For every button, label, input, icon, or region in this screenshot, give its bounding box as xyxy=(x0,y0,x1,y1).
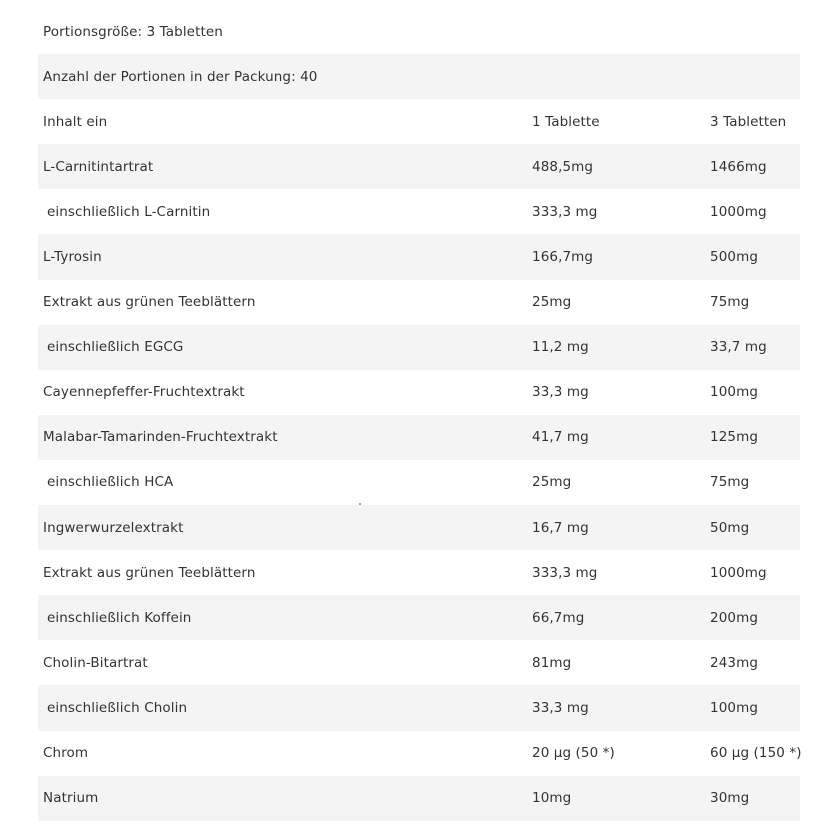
table-row xyxy=(38,776,800,821)
serving-size-text: Portionsgröße: 3 Tabletten xyxy=(43,23,223,40)
ingredient-name: Chrom xyxy=(43,745,89,762)
amount-per-serving: 1000mg xyxy=(710,564,767,581)
amount-per-tablet: 11,2 mg xyxy=(532,339,589,356)
amount-per-serving: 1000mg xyxy=(710,203,767,220)
servings-per-package-row xyxy=(38,54,800,99)
amount-per-tablet: 488,5mg xyxy=(532,158,594,175)
ingredient-name: einschließlich Cholin xyxy=(47,699,188,716)
amount-per-serving: 243mg xyxy=(710,654,758,671)
amount-per-serving: 50mg xyxy=(710,519,750,536)
amount-per-tablet: 10mg xyxy=(532,790,572,807)
table-row xyxy=(38,505,800,550)
amount-per-serving: 1466mg xyxy=(710,158,767,175)
table-row xyxy=(38,595,800,640)
table-row xyxy=(38,640,800,685)
header-content-label: Inhalt ein xyxy=(43,113,108,130)
amount-per-serving: 100mg xyxy=(710,384,758,401)
amount-per-tablet: 81mg xyxy=(532,654,572,671)
amount-per-serving: 75mg xyxy=(710,294,750,311)
ingredient-name: einschließlich Koffein xyxy=(47,609,192,626)
amount-per-tablet: 66,7mg xyxy=(532,609,585,626)
header-per-serving: 3 Tabletten xyxy=(710,113,787,130)
amount-per-tablet: 25mg xyxy=(532,474,572,491)
amount-per-tablet: 41,7 mg xyxy=(532,429,589,446)
amount-per-tablet: 20 µg (50 *) xyxy=(532,745,615,762)
table-header-row xyxy=(38,99,800,144)
table-row xyxy=(38,370,800,415)
ingredient-name: Cholin-Bitartrat xyxy=(43,654,148,671)
table-row xyxy=(38,280,800,325)
ingredient-name: Cayennepfeffer-Fruchtextrakt xyxy=(43,384,245,401)
table-row xyxy=(38,460,800,505)
amount-per-tablet: 333,3 mg xyxy=(532,564,598,581)
amount-per-serving: 100mg xyxy=(710,699,758,716)
ingredient-name: Extrakt aus grünen Teeblättern xyxy=(43,294,256,311)
ingredient-name: L-Carnitintartrat xyxy=(43,158,154,175)
table-row xyxy=(38,550,800,595)
table-row xyxy=(38,325,800,370)
table-row xyxy=(38,685,800,730)
amount-per-serving: 33,7 mg xyxy=(710,339,767,356)
amount-per-tablet: 333,3 mg xyxy=(532,203,598,220)
amount-per-serving: 75mg xyxy=(710,474,750,491)
table-row xyxy=(38,144,800,189)
amount-per-tablet: 25mg xyxy=(532,294,572,311)
ingredient-name: Malabar-Tamarinden-Fruchtextrakt xyxy=(43,429,278,446)
amount-per-tablet: 166,7mg xyxy=(532,249,594,266)
ingredient-name: einschließlich HCA xyxy=(47,474,174,491)
amount-per-serving: 500mg xyxy=(710,249,758,266)
serving-size-row xyxy=(38,9,800,54)
amount-per-serving: 200mg xyxy=(710,609,758,626)
ingredient-name: einschließlich L-Carnitin xyxy=(47,203,211,220)
ingredient-name: einschließlich EGCG xyxy=(47,339,184,356)
amount-per-tablet: 16,7 mg xyxy=(532,519,589,536)
ingredient-name: Extrakt aus grünen Teeblättern xyxy=(43,564,256,581)
stray-dot xyxy=(359,503,361,505)
amount-per-serving: 125mg xyxy=(710,429,758,446)
table-row xyxy=(38,731,800,776)
amount-per-tablet: 33,3 mg xyxy=(532,699,589,716)
amount-per-tablet: 33,3 mg xyxy=(532,384,589,401)
amount-per-serving: 30mg xyxy=(710,790,750,807)
amount-per-serving: 60 µg (150 *) xyxy=(710,745,802,762)
servings-per-package-text: Anzahl der Portionen in der Packung: 40 xyxy=(43,68,318,85)
ingredient-name: Ingwerwurzelextrakt xyxy=(43,519,184,536)
nutrition-table xyxy=(38,9,800,821)
ingredient-name: Natrium xyxy=(43,790,99,807)
table-row xyxy=(38,234,800,279)
header-per-tablet: 1 Tablette xyxy=(532,113,600,130)
table-row xyxy=(38,415,800,460)
table-row xyxy=(38,189,800,234)
ingredient-name: L-Tyrosin xyxy=(43,249,102,266)
